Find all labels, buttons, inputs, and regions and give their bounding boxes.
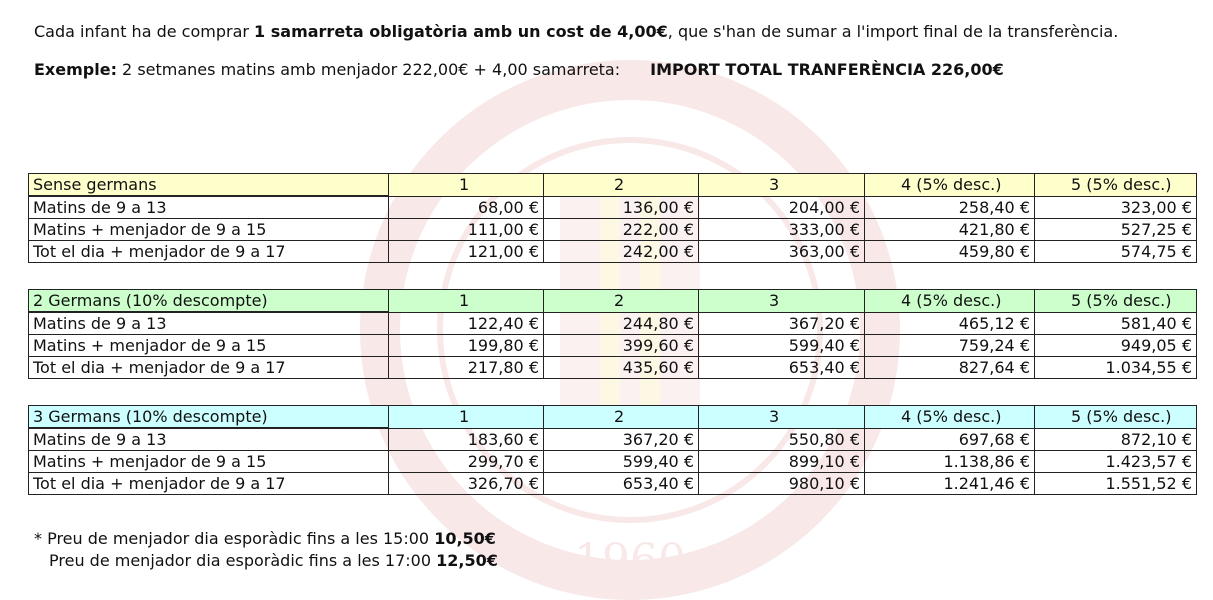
- price-cell: 244,80 €: [544, 312, 699, 335]
- price-table-two-siblings: [28, 289, 1197, 379]
- price-cell: 759,24 €: [865, 335, 1035, 357]
- price-cell: 122,40 €: [389, 312, 544, 335]
- price-cell: 111,00 €: [389, 219, 544, 241]
- note-line-17h: [34, 550, 498, 572]
- price-cell: 199,80 €: [389, 335, 544, 357]
- price-cell: 827,64 €: [865, 357, 1035, 379]
- price-cell: 574,75 €: [1035, 241, 1197, 263]
- table-row: [29, 312, 1197, 335]
- table-title: 3 Germans (10% descompte): [29, 406, 389, 429]
- column-header: 1: [389, 406, 544, 429]
- price-cell: 367,20 €: [699, 312, 865, 335]
- column-header: 4 (5% desc.): [865, 406, 1035, 429]
- note-price: 12,50€: [436, 551, 498, 570]
- column-header: 3: [699, 174, 865, 197]
- price-table-no-siblings: [28, 173, 1197, 263]
- row-label: Matins + menjador de 9 a 15: [29, 219, 389, 241]
- row-label: Matins de 9 a 13: [29, 196, 389, 219]
- price-cell: 68,00 €: [389, 196, 544, 219]
- price-cell: 1.034,55 €: [1035, 357, 1197, 379]
- table-row: [29, 451, 1197, 473]
- price-cell: 599,40 €: [544, 451, 699, 473]
- column-header: 1: [389, 290, 544, 313]
- price-cell: 333,00 €: [699, 219, 865, 241]
- column-header: 5 (5% desc.): [1035, 174, 1197, 197]
- row-label: Matins de 9 a 13: [29, 428, 389, 451]
- note-text: * Preu de menjador dia esporàdic fins a les 15:00: [34, 529, 435, 548]
- column-header: 1: [389, 174, 544, 197]
- price-cell: 527,25 €: [1035, 219, 1197, 241]
- example-total: IMPORT TOTAL TRANFERÈNCIA 226,00€: [650, 60, 1004, 79]
- price-cell: 222,00 €: [544, 219, 699, 241]
- price-cell: 121,00 €: [389, 241, 544, 263]
- price-cell: 183,60 €: [389, 428, 544, 451]
- intro-line-example: [34, 60, 1004, 79]
- intro-shirt-cost: 1 samarreta obligatòria amb un cost de 4,00€: [254, 22, 668, 41]
- price-cell: 399,60 €: [544, 335, 699, 357]
- example-text: 2 setmanes matins amb menjador 222,00€ + 4,00 samarreta:: [116, 60, 621, 79]
- column-header: 5 (5% desc.): [1035, 406, 1197, 429]
- price-cell: 581,40 €: [1035, 312, 1197, 335]
- table-row: [29, 219, 1197, 241]
- note-price: 10,50€: [434, 529, 496, 548]
- notes: [34, 528, 498, 572]
- table-row: [29, 473, 1197, 495]
- column-header: 2: [544, 290, 699, 313]
- price-cell: 367,20 €: [544, 428, 699, 451]
- intro-text-post: , que s'han de sumar a l'import final de la transferència.: [667, 22, 1119, 41]
- row-label: Matins + menjador de 9 a 15: [29, 335, 389, 357]
- price-cell: 949,05 €: [1035, 335, 1197, 357]
- column-header: 4 (5% desc.): [865, 174, 1035, 197]
- example-label: Exemple:: [34, 60, 117, 79]
- price-cell: 1.138,86 €: [865, 451, 1035, 473]
- seal-year: 1960: [574, 535, 686, 586]
- intro-line-shirt: [34, 22, 1118, 42]
- price-cell: 550,80 €: [699, 428, 865, 451]
- price-cell: 599,40 €: [699, 335, 865, 357]
- price-cell: 435,60 €: [544, 357, 699, 379]
- table-row: [29, 241, 1197, 263]
- table-title: Sense germans: [29, 174, 389, 197]
- row-label: Tot el dia + menjador de 9 a 17: [29, 357, 389, 379]
- table-row: [29, 196, 1197, 219]
- row-label: Matins de 9 a 13: [29, 312, 389, 335]
- row-label: Tot el dia + menjador de 9 a 17: [29, 241, 389, 263]
- price-cell: 326,70 €: [389, 473, 544, 495]
- price-cell: 363,00 €: [699, 241, 865, 263]
- price-table-three-siblings: [28, 405, 1197, 495]
- price-cell: 1.423,57 €: [1035, 451, 1197, 473]
- price-cell: 258,40 €: [865, 196, 1035, 219]
- column-header: 4 (5% desc.): [865, 290, 1035, 313]
- table-header-row: [29, 406, 1197, 429]
- price-cell: 465,12 €: [865, 312, 1035, 335]
- price-cell: 242,00 €: [544, 241, 699, 263]
- note-line-15h: [34, 528, 498, 550]
- column-header: 3: [699, 290, 865, 313]
- price-cell: 872,10 €: [1035, 428, 1197, 451]
- price-cell: 299,70 €: [389, 451, 544, 473]
- price-cell: 653,40 €: [699, 357, 865, 379]
- column-header: 5 (5% desc.): [1035, 290, 1197, 313]
- price-cell: 697,68 €: [865, 428, 1035, 451]
- table-title: 2 Germans (10% descompte): [29, 290, 389, 313]
- row-label: Tot el dia + menjador de 9 a 17: [29, 473, 389, 495]
- table-row: [29, 335, 1197, 357]
- price-cell: 1.241,46 €: [865, 473, 1035, 495]
- intro-text-pre: Cada infant ha de comprar: [34, 22, 255, 41]
- price-cell: 136,00 €: [544, 196, 699, 219]
- row-label: Matins + menjador de 9 a 15: [29, 451, 389, 473]
- table-row: [29, 428, 1197, 451]
- column-header: 2: [544, 406, 699, 429]
- note-text: Preu de menjador dia esporàdic fins a les 17:00: [49, 551, 437, 570]
- column-header: 2: [544, 174, 699, 197]
- price-cell: 1.551,52 €: [1035, 473, 1197, 495]
- price-cell: 204,00 €: [699, 196, 865, 219]
- price-cell: 653,40 €: [544, 473, 699, 495]
- price-cell: 980,10 €: [699, 473, 865, 495]
- table-header-row: [29, 290, 1197, 313]
- price-cell: 323,00 €: [1035, 196, 1197, 219]
- table-header-row: [29, 174, 1197, 197]
- price-cell: 899,10 €: [699, 451, 865, 473]
- price-cell: 421,80 €: [865, 219, 1035, 241]
- price-cell: 459,80 €: [865, 241, 1035, 263]
- table-row: [29, 357, 1197, 379]
- price-cell: 217,80 €: [389, 357, 544, 379]
- column-header: 3: [699, 406, 865, 429]
